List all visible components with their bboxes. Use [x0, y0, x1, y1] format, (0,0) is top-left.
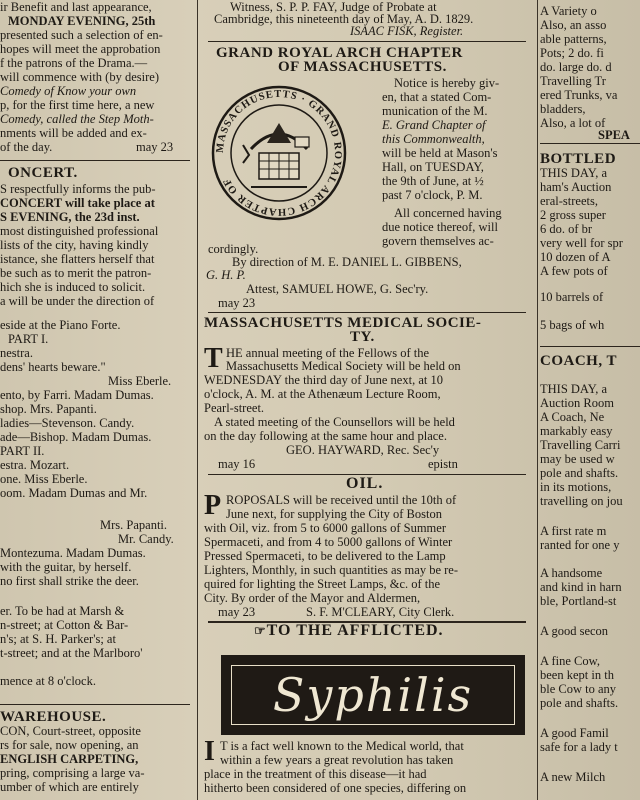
chapter-title: GRAND ROYAL ARCH CHAPTER — [216, 45, 463, 61]
chapter-text-line: past 7 o'clock, P. M. — [382, 188, 483, 202]
chapter-text-line: cordingly. — [208, 242, 259, 256]
left-text-line: f the patrons of the Drama.— — [0, 56, 148, 70]
oil-text-line: June next, for supplying the City of Boston — [226, 507, 442, 521]
right-text-line: Also, a lot of — [540, 116, 606, 130]
oil-text-line: City. By order of the Mayor and Aldermen, — [204, 591, 421, 605]
right-text-line: 6 do. of br — [540, 222, 593, 236]
medical-epistn: epistn — [428, 457, 458, 471]
right-text-line: eral-streets, — [540, 194, 598, 208]
afflicted-title — [254, 624, 444, 638]
chapter-text-line: this Commonwealth, — [382, 132, 485, 146]
oil-signature: S. F. M'CLEARY, City Clerk. — [306, 605, 455, 619]
oil-text-line: quired for lighting the Street Lamps, &c. of the — [204, 577, 441, 591]
medical-text-line: on the day following at the same hour and place. — [204, 429, 447, 443]
left-text-line: estra. Mozart. — [0, 458, 70, 472]
medical-text-line: o'clock, A. M. at the Athenæum Lecture Room, — [204, 387, 441, 401]
left-text-line: will commence with (by desire) — [0, 70, 159, 84]
oil-text-line: Pressed Spermaceti, to be delivered to the Lamp — [204, 549, 446, 563]
right-text-line: A good Famil — [540, 726, 609, 740]
left-text-line: a will be under the direction of — [0, 294, 155, 308]
left-text-line: WAREHOUSE. — [0, 709, 107, 725]
right-text-line: BOTTLED — [540, 151, 617, 167]
right-text-line: safe for a lady t — [540, 740, 618, 754]
right-column — [540, 0, 640, 800]
chapter-text-line: munication of the M. — [382, 104, 488, 118]
right-text-line: ble, Portland-st — [540, 594, 617, 608]
oil-date: may 23 — [218, 605, 256, 619]
right-text-line: 2 gross super — [540, 208, 606, 222]
left-text-line: Miss Eberle. — [108, 374, 172, 388]
left-text-line: nments will be added and ex- — [0, 126, 147, 140]
left-text-line: nestra. — [0, 346, 33, 360]
banner-title: Syphilis — [272, 668, 474, 722]
afflicted-text-line: place in the treatment of this disease—it had — [204, 767, 427, 781]
right-text-line: A first rate m — [540, 524, 607, 538]
column-rule — [537, 0, 538, 800]
left-text-line: one. Miss Eberle. — [0, 472, 88, 486]
left-text-line: no first shall strike the deer. — [0, 574, 139, 588]
left-text-line: lists of the city, having kindly — [0, 238, 149, 252]
chapter-text-line: en, that a stated Com- — [382, 90, 492, 104]
oil-text-line: ROPOSALS will be received until the 10th of — [226, 493, 457, 507]
divider — [540, 346, 640, 347]
right-text-line: Pots; 2 do. fi — [540, 46, 604, 60]
left-text-line: istance, she flatters herself that — [0, 252, 155, 266]
left-date: may 23 — [136, 140, 174, 154]
right-text-line: 10 barrels of — [540, 290, 604, 304]
divider — [0, 704, 190, 705]
left-text-line: t-street; and at the Marlboro' — [0, 646, 143, 660]
right-text-line: very well for spr — [540, 236, 623, 250]
chapter-signature: By direction of M. E. DANIEL L. GIBBENS, — [232, 255, 462, 269]
left-text-line: be such as to merit the patron- — [0, 266, 152, 280]
left-text-line: CON, Court-street, opposite — [0, 724, 141, 738]
right-text-line: ham's Auction — [540, 180, 612, 194]
left-text-line: Montezuma. Madam Dumas. — [0, 546, 146, 560]
right-text-line: 5 bags of wh — [540, 318, 605, 332]
right-text-line: A Variety o — [540, 4, 597, 18]
chapter-text-line: Hall, on TUESDAY, — [382, 160, 484, 174]
left-text-line: p, for the first time here, a new — [0, 98, 155, 112]
probate-date-line: Cambridge, this nineteenth day of May, A. D. 1829. — [214, 12, 474, 26]
right-text-line: THIS DAY, a — [540, 382, 608, 396]
right-text-line: A good secon — [540, 624, 609, 638]
left-text-line: pring, comprising a large va- — [0, 766, 145, 780]
medical-dropcap: T — [204, 343, 223, 374]
divider — [208, 41, 526, 42]
oil-text-line: Lighters, Monthly, in such quantities as may be re- — [204, 563, 458, 577]
chapter-text-line: due notice thereof, will — [382, 220, 498, 234]
right-text-line: travelling on jou — [540, 494, 623, 508]
left-text-line: ENGLISH CARPETING, — [0, 752, 139, 766]
divider — [208, 312, 526, 313]
left-text-line: MONDAY EVENING, 25th — [8, 14, 156, 28]
left-text-line: CONCERT will take place at — [0, 196, 155, 210]
right-text-line: pole and shafts. — [540, 466, 619, 480]
divider — [540, 143, 640, 144]
left-text-line: ir Benefit and last appearance, — [0, 0, 152, 14]
medical-text-line: WEDNESDAY the third day of June next, at 10 — [204, 373, 443, 387]
left-text-line: n's; at S. H. Parker's; at — [0, 632, 116, 646]
right-text-line: 10 dozen of A — [540, 250, 611, 264]
left-text-line: most distinguished professional — [0, 224, 159, 238]
right-text-line: able patterns, — [540, 32, 607, 46]
left-text-line: Mrs. Papanti. — [100, 518, 168, 532]
divider — [0, 160, 190, 161]
right-text-line: A fine Cow, — [540, 654, 600, 668]
left-text-line: hopes will meet the approbation — [0, 42, 161, 56]
right-text-line: in its motions, — [540, 480, 612, 494]
chapter-text-line: Notice is hereby giv- — [394, 76, 500, 90]
left-text-line: ade—Bishop. Madam Dumas. — [0, 430, 152, 444]
right-text-line: THIS DAY, a — [540, 166, 608, 180]
left-text-line: ladies—Stevenson. Candy. — [0, 416, 135, 430]
afflicted-text-line: hitherto been considered of one species, differing on — [204, 781, 467, 795]
right-text-line: COACH, T — [540, 353, 618, 369]
right-text-line: ble Cow to any — [540, 682, 617, 696]
right-text-line: do. large do. d — [540, 60, 612, 74]
right-text-line: SPEA — [598, 128, 630, 142]
left-text-line: presented such a selection of en- — [0, 28, 163, 42]
afflicted-dropcap: I — [204, 736, 215, 767]
oil-dropcap: P — [204, 490, 222, 521]
right-text-line: markably easy — [540, 424, 613, 438]
left-text-line: of the day. — [0, 140, 53, 154]
oil-title: OIL. — [346, 475, 384, 492]
pointing-hand-icon: ☞ — [254, 623, 267, 638]
right-text-line: ered Trunks, va — [540, 88, 618, 102]
chapter-subtitle: OF MASSACHUSETTS. — [278, 59, 447, 75]
chapter-attest: Attest, SAMUEL HOWE, G. Sec'ry. — [246, 282, 429, 296]
left-text-line: PART II. — [0, 444, 45, 458]
right-text-line: Also, an asso — [540, 18, 607, 32]
oil-text-line: Spermaceti, and from 4 to 5000 gallons of Winter — [204, 535, 453, 549]
medical-title: MASSACHUSETTS MEDICAL SOCIE- — [204, 315, 482, 331]
probate-register-line: ISAAC FISK, Register. — [350, 24, 464, 38]
right-text-line: pole and shafts. — [540, 696, 619, 710]
left-text-line: dens' hearts beware." — [0, 360, 106, 374]
banner-frame — [231, 665, 515, 725]
left-column — [0, 0, 194, 800]
right-text-line: may be used w — [540, 452, 615, 466]
medical-title-cont: TY. — [350, 329, 375, 345]
right-text-line: A new Milch — [540, 770, 606, 784]
right-text-line: ranted for one y — [540, 538, 620, 552]
right-text-line: Auction Room — [540, 396, 614, 410]
right-text-line: A handsome — [540, 566, 603, 580]
right-text-line: Travelling Tr — [540, 74, 606, 88]
left-text-line: ento, by Farri. Madam Dumas. — [0, 388, 154, 402]
left-text-line: S respectfully informs the pub- — [0, 182, 156, 196]
left-text-line: umber of which are entirely — [0, 780, 139, 794]
afflicted-text-line: within a few years a great revolution has taken — [220, 753, 454, 767]
left-text-line: Comedy of Know your own — [0, 84, 137, 98]
medical-text-line: Massachusetts Medical Society will be held on — [226, 359, 461, 373]
probate-witness-line: Witness, S. P. P. FAY, Judge of Probate at — [230, 0, 437, 14]
left-text-line: er. To be had at Marsh & — [0, 604, 125, 618]
left-text-line: with the guitar, by herself. — [0, 560, 132, 574]
right-text-line: been kept in th — [540, 668, 614, 682]
right-text-line: Travelling Carri — [540, 438, 621, 452]
left-text-line: n-street; at Cotton & Bar- — [0, 618, 129, 632]
left-text-line: Comedy, called the Step Moth- — [0, 112, 154, 126]
left-text-line: S EVENING, the 23d inst. — [0, 210, 140, 224]
chapter-text-line: E. Grand Chapter of — [382, 118, 486, 132]
chapter-date: may 23 — [218, 296, 256, 310]
left-text-line: eside at the Piano Forte. — [0, 318, 121, 332]
chapter-text-line: will be held at Mason's — [382, 146, 498, 160]
medical-text-line: HE annual meeting of the Fellows of the — [226, 346, 430, 360]
left-text-line: Mr. Candy. — [118, 532, 174, 546]
chapter-text-line: the 9th of June, at ½ — [382, 174, 484, 188]
right-text-line: and kind in harn — [540, 580, 622, 594]
left-text-line: ONCERT. — [8, 165, 78, 181]
chapter-text-line: govern themselves ac- — [382, 234, 494, 248]
right-text-line: bladders, — [540, 102, 586, 116]
left-text-line: oom. Madam Dumas and Mr. — [0, 486, 148, 500]
chapter-text-line: All concerned having — [394, 206, 502, 220]
medical-text-line: A stated meeting of the Counsellors will be held — [214, 415, 455, 429]
chapter-signature-title: G. H. P. — [206, 268, 246, 282]
left-text-line: rs for sale, now opening, an — [0, 738, 139, 752]
grand-chapter-seal — [211, 85, 347, 221]
seal-ring-text: MASSACHUSETTS · GRAND ROYAL ARCH CHAPTER OF — [214, 88, 344, 218]
left-text-line: PART I. — [8, 332, 49, 346]
left-text-line: hich she is induced to solicit. — [0, 280, 146, 294]
syphilis-banner — [221, 655, 525, 735]
afflicted-title-text: TO THE AFFLICTED. — [266, 622, 444, 639]
right-text-line: A Coach, Ne — [540, 410, 605, 424]
left-text-line: mence at 8 o'clock. — [0, 674, 96, 688]
right-text-line: A few pots of — [540, 264, 608, 278]
medical-date: may 16 — [218, 457, 256, 471]
left-text-line: shop. Mrs. Papanti. — [0, 402, 97, 416]
afflicted-text-line: T is a fact well known to the Medical world, that — [220, 739, 464, 753]
medical-signature: GEO. HAYWARD, Rec. Sec'y — [286, 443, 440, 457]
column-rule — [197, 0, 198, 800]
medical-text-line: Pearl-street. — [204, 401, 265, 415]
oil-text-line: with Oil, viz. from 5 to 6000 gallons of Summer — [204, 521, 446, 535]
